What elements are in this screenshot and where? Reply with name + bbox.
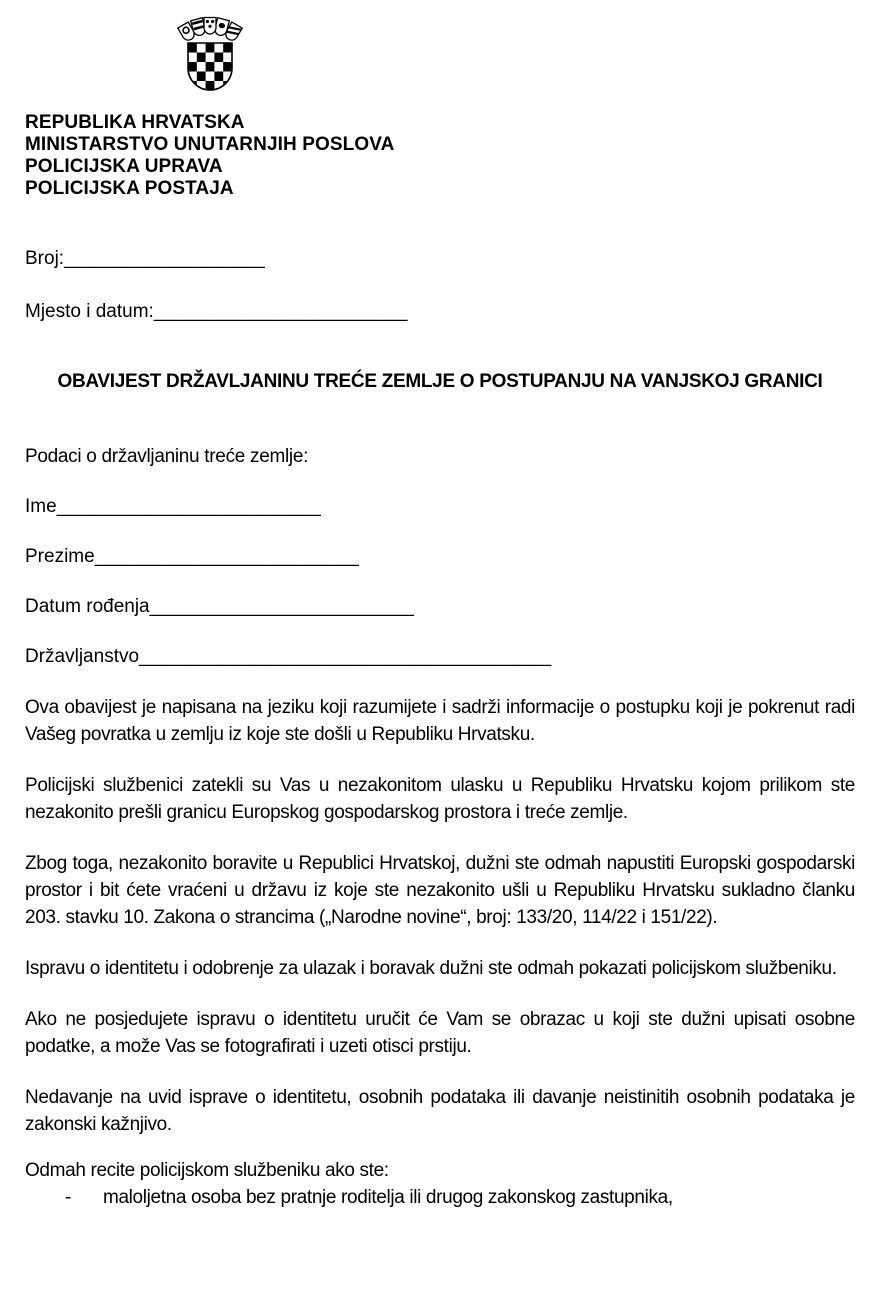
field-broj-blank: ___________________ — [64, 248, 265, 269]
croatian-coat-of-arms-icon — [175, 15, 245, 95]
paragraph-illegal-entry: Policijski službenici zatekli su Vas u nezakonitom ulasku u Republiku Hrvatsku kojom prilikom ste nezakonito prešli granicu Europskog gospodarskog prostora i treće zemlje. — [25, 775, 855, 823]
field-drzavljanstvo — [25, 643, 855, 670]
field-prezime-blank: _________________________ — [94, 546, 359, 567]
field-mjesto-i-datum — [25, 298, 855, 325]
field-broj-label: Broj: — [25, 248, 65, 269]
list-item-text: maloljetna osoba bez pratnje roditelja ili drugog zakonskog zastupnika, — [102, 1187, 673, 1208]
government-header — [25, 112, 855, 200]
paragraph-show-documents: Ispravu o identitetu i odobrenje za ulazak i boravak dužni ste odmah pokazati policijskom službeniku. — [25, 958, 837, 979]
field-ime-blank: _________________________ — [56, 496, 321, 517]
field-datum-rodenja-label: Datum rođenja — [25, 596, 150, 617]
list-item-marker: - — [65, 1187, 71, 1208]
header-line-ministry: MINISTARSTVO UNUTARNJIH POSLOVA — [25, 134, 395, 155]
field-datum-rodenja — [25, 593, 855, 620]
field-drzavljanstvo-label: Državljanstvo — [25, 646, 140, 667]
field-drzavljanstvo-blank: _______________________________________ — [139, 646, 552, 667]
field-prezime — [25, 543, 855, 570]
field-datum-rodenja-blank: _________________________ — [149, 596, 414, 617]
final-section — [25, 1157, 855, 1211]
field-ime — [25, 493, 855, 520]
paragraph-no-identity-form: Ako ne posjedujete ispravu o identitetu uručit će Vam se obrazac u koji ste dužni upisati osobne podatke, a može Vas se fotografirati i uzeti otisci prstiju. — [25, 1009, 855, 1057]
paragraph-return-obligation: Zbog toga, nezakonito boravite u Republici Hrvatskoj, dužni ste odmah napustiti Europski gospodarski prostor i bit ćete vraćeni u državu iz koje ste nezakonito ušli u Republiku Hrvatsku sukladno članku 203. stavku 10. Zakona o strancima („Narodne novine“, broj: 133/20, 114/22 i 151/22). — [25, 853, 855, 928]
document-title: OBAVIJEST DRŽAVLJANINU TREĆE ZEMLJE O POSTUPANJU NA VANJSKOJ GRANICI — [57, 371, 823, 392]
field-ime-label: Ime — [25, 496, 57, 517]
field-mjesto-blank: ________________________ — [153, 301, 408, 322]
header-line-police-station: POLICIJSKA POSTAJA — [25, 178, 234, 199]
field-mjesto-label: Mjesto i datum: — [25, 301, 154, 322]
header-line-police-administration: POLICIJSKA UPRAVA — [25, 156, 223, 177]
final-heading: Odmah recite policijskom službeniku ako ste: — [25, 1160, 389, 1181]
field-prezime-label: Prezime — [25, 546, 95, 567]
field-broj — [25, 245, 855, 272]
header-line-republic: REPUBLIKA HRVATSKA — [25, 112, 245, 133]
list-item — [25, 1184, 855, 1211]
paragraph-false-data-penalty: Nedavanje na uvid isprave o identitetu, osobnih podataka ili davanje neistinitih osobnih podataka je zakonski kažnjivo. — [25, 1087, 855, 1135]
paragraph-notice-language: Ova obavijest je napisana na jeziku koji razumijete i sadrži informacije o postupku koji je pokrenut radi Vašeg povratka u zemlju iz koje ste došli u Republiku Hrvatsku. — [25, 697, 855, 745]
section-label-person-data: Podaci o državljaninu treće zemlje: — [25, 446, 309, 467]
